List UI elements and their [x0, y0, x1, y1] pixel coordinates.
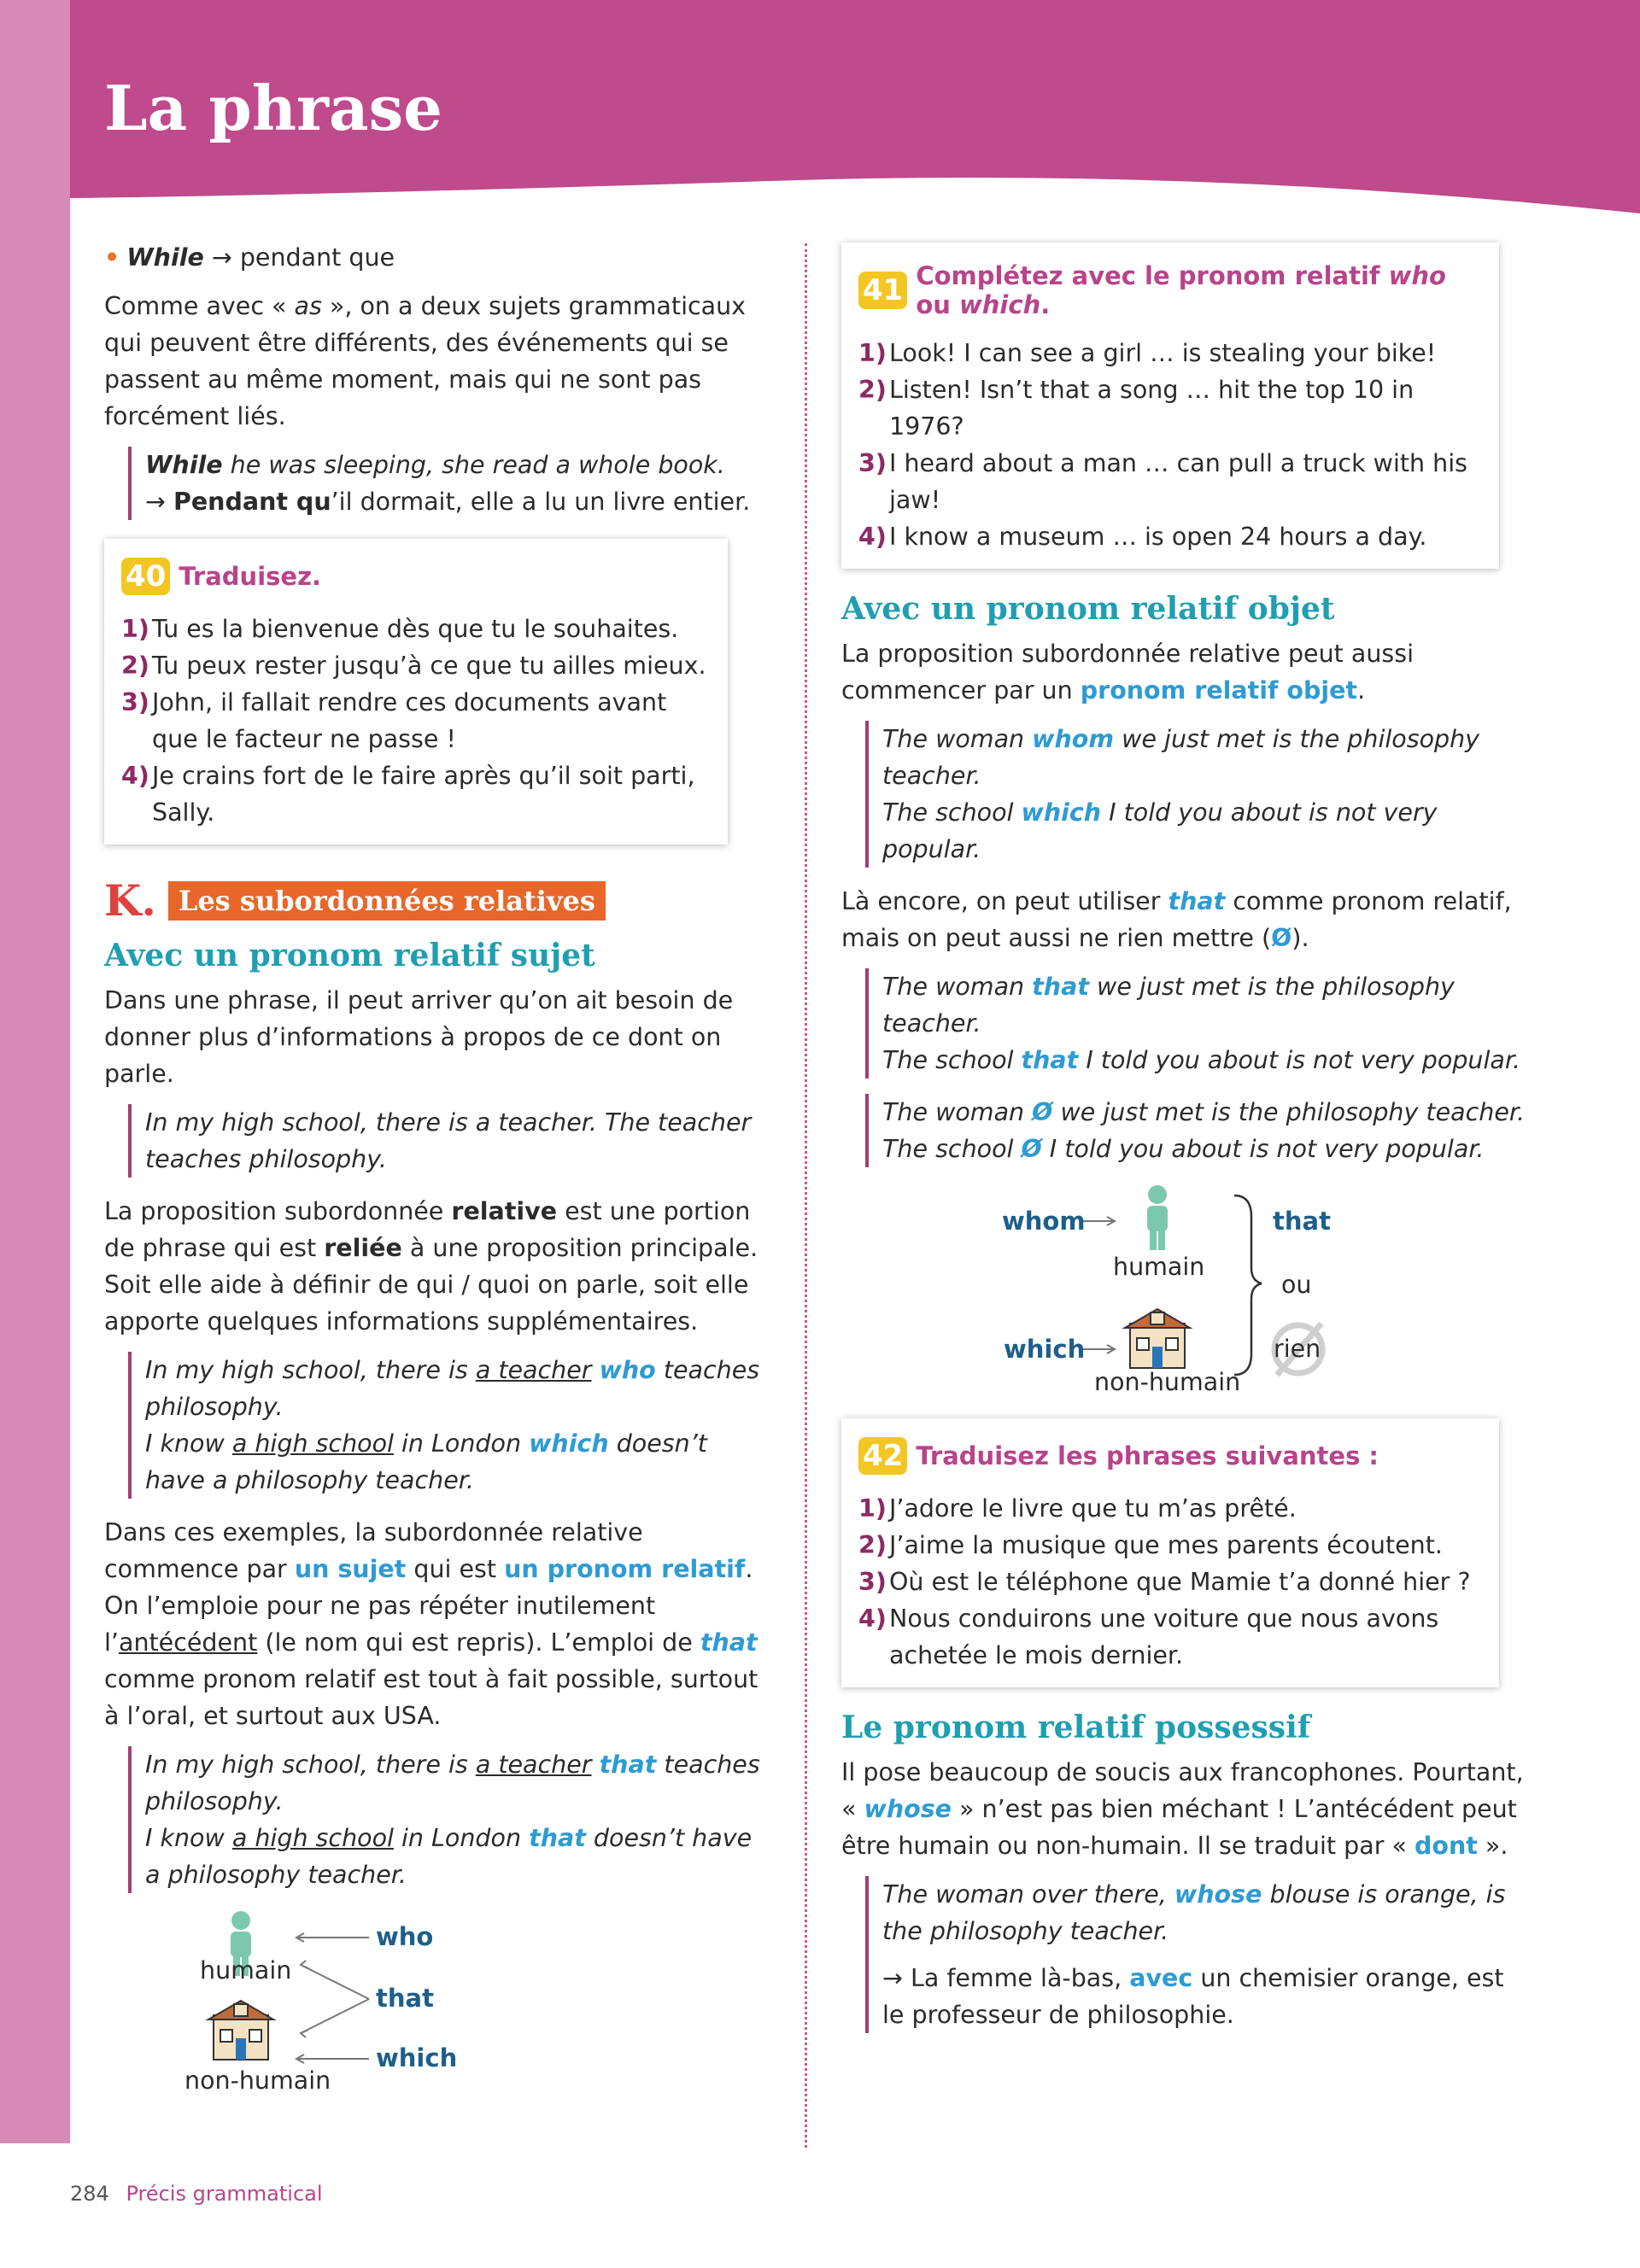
example-zero	[865, 1094, 1525, 1167]
text-run: .	[1040, 290, 1051, 319]
example-line	[882, 1131, 1525, 1167]
emphasis-text: reliée	[324, 1234, 402, 1262]
relative-explanation	[104, 1514, 766, 1734]
footer-section: Précis grammatical	[126, 2182, 323, 2206]
while-example: While he was sleeping, she read a whole book. → Pendant qu’il dormait, elle a lu un livre entier.	[128, 447, 766, 520]
text-run: », on a deux sujets grammaticaux qui peuvent être différents, des événements qui se passent au même moment, mais qui ne sont pas forcément liés.	[104, 292, 747, 430]
text-run: Il pose beaucoup de soucis aux francophones. Pourtant, «	[841, 1758, 1524, 1823]
nonhuman-label: non-humain	[184, 2066, 331, 2095]
text-run: I told you about is not very popular.	[1078, 1046, 1521, 1074]
emphasis-text: relative	[451, 1197, 558, 1225]
item-number: 2)	[858, 1531, 887, 1559]
exercise-item	[858, 371, 1482, 445]
possessive-pronoun-heading: Le pronom relatif possessif	[841, 1710, 1311, 1745]
emphasis-text: Ø	[1032, 1098, 1053, 1126]
item-number: 1)	[858, 1494, 887, 1523]
text-run: (le nom qui est repris). L’emploi de	[257, 1628, 700, 1657]
text-run: La proposition subordonnée	[104, 1197, 452, 1225]
section-title: Les subordonnées relatives	[168, 881, 606, 921]
text-run: comme pronom relatif, mais on peut aussi ne rien mettre (	[841, 887, 1512, 952]
text-run: est une portion de phrase qui est	[104, 1197, 751, 1262]
emphasis-text: whose	[1174, 1880, 1262, 1909]
text-run: ».	[1477, 1832, 1508, 1860]
text-run: In my high school, there is	[145, 1751, 476, 1779]
exercise-items	[858, 335, 1482, 555]
text-run	[592, 1751, 600, 1779]
object-intro	[841, 635, 1525, 709]
text-run: qui est	[406, 1555, 505, 1583]
page-footer	[70, 2182, 323, 2206]
side-strip	[0, 0, 70, 2143]
emphasis-text: that	[700, 1628, 758, 1657]
item-number: 4)	[858, 523, 887, 551]
emphasis-text: which	[1021, 798, 1102, 827]
text-run: I know	[145, 1824, 232, 1852]
text-run: In my high school, there is	[145, 1356, 476, 1384]
subject-pronoun-heading: Avec un pronom relatif sujet	[104, 938, 595, 973]
text-run: The school	[882, 1135, 1022, 1163]
exercise-item	[858, 1600, 1482, 1674]
text-run: ).	[1292, 924, 1309, 952]
item-text: I know a museum … is open 24 hours a day.	[889, 523, 1427, 551]
item-number: 4)	[121, 762, 149, 790]
item-text: I heard about a man … can pull a truck with his jaw!	[889, 449, 1467, 514]
text-run: we just met is the philosophy teacher.	[882, 973, 1455, 1038]
emphasis-text: a high school	[231, 1824, 394, 1852]
emphasis-text: a high school	[231, 1429, 394, 1458]
possessive-intro	[841, 1754, 1525, 1864]
text-run: Comme avec «	[104, 292, 295, 320]
text-run: .	[1357, 676, 1366, 704]
text-run: un chemisier orange, est le professeur de philosophie.	[882, 1964, 1504, 2029]
emphasis-text: who	[599, 1356, 656, 1384]
exercise-item	[858, 335, 1482, 371]
text-run: Complétez avec le pronom relatif	[916, 261, 1389, 290]
example-that	[128, 1746, 766, 1893]
example-whom-which	[865, 721, 1525, 868]
text-run: The woman	[882, 1098, 1033, 1126]
emphasis-text: that	[1021, 1046, 1079, 1074]
emphasis-text: that	[529, 1824, 586, 1852]
which-keyword: which	[376, 2043, 458, 2072]
text-run: The woman	[882, 725, 1033, 753]
nothing-label: rien	[1274, 1335, 1321, 1363]
text-run: The school	[882, 798, 1022, 827]
text-run: we just met is the philosophy teacher.	[882, 725, 1480, 790]
human-label: humain	[200, 1956, 292, 1984]
or-label: ou	[1281, 1271, 1312, 1299]
exercise-number-badge: 41	[858, 272, 907, 309]
exercise-item	[858, 1490, 1482, 1527]
emphasis-text: which	[959, 290, 1041, 319]
item-text: Nous conduirons une voiture que nous avons achetée le mois dernier.	[889, 1605, 1439, 1669]
relative-definition	[104, 1193, 766, 1340]
example-line	[145, 1746, 766, 1820]
example-who-which	[128, 1352, 766, 1499]
right-column	[841, 239, 1525, 2049]
emphasis-text: Ø	[1021, 1135, 1042, 1163]
emphasis-text: avec	[1129, 1964, 1193, 1992]
text-run	[592, 1356, 600, 1384]
section-letter: K.	[104, 875, 156, 926]
page-title: La phrase	[104, 72, 442, 144]
left-column	[104, 239, 766, 2105]
item-text: Listen! Isn’t that a song … hit the top 10 in 1976?	[889, 376, 1414, 441]
which-keyword: which	[1004, 1335, 1086, 1364]
bullet-dot: •	[104, 243, 120, 272]
emphasis-text: Ø	[1271, 924, 1292, 952]
exercise-number-badge: 40	[121, 558, 170, 595]
nonhuman-label: non-humain	[1094, 1368, 1241, 1396]
text-run: → La femme là-bas,	[882, 1964, 1130, 1992]
who-keyword: who	[376, 1922, 434, 1951]
item-text: Tu es la bienvenue dès que tu le souhaites.	[152, 615, 679, 643]
text-run: teaches philosophy.	[145, 1751, 760, 1815]
example-line	[882, 1042, 1525, 1078]
exercise-item	[858, 518, 1482, 555]
item-number: 2)	[858, 376, 887, 404]
text-run: The woman	[882, 973, 1033, 1001]
item-number: 2)	[121, 652, 149, 680]
exercise-items	[121, 611, 711, 831]
exercise-41	[841, 243, 1499, 569]
exercise-item	[858, 1527, 1482, 1564]
example-line	[145, 1352, 766, 1425]
column-divider	[805, 243, 807, 2148]
item-text: Je crains fort de le faire après qu’il soit parti, Sally.	[152, 762, 695, 827]
text-run: Dans ces exemples, la subordonnée relative commence par	[104, 1518, 643, 1583]
text-run: . On l’emploie pour ne pas répéter inutilement l’	[104, 1555, 753, 1657]
item-text: Où est le téléphone que Mamie t’a donné hier ?	[889, 1568, 1471, 1596]
item-text: John, il fallait rendre ces documents avant que le facteur ne passe !	[152, 688, 667, 753]
item-number: 1)	[121, 615, 149, 643]
item-text: J’aime la musique que mes parents écoutent.	[889, 1531, 1443, 1559]
item-text: J’adore le livre que tu m’as prêté.	[889, 1494, 1297, 1523]
that-keyword: that	[376, 1984, 434, 2013]
text-run: doesn’t have a philosophy teacher.	[145, 1429, 707, 1494]
exercise-number-badge: 42	[858, 1437, 907, 1475]
text-run: The woman over there,	[882, 1880, 1174, 1909]
school-icon	[208, 2001, 273, 2060]
item-number: 1)	[858, 339, 887, 367]
emphasis-text: a teacher	[475, 1751, 592, 1779]
emphasis-text: pronom relatif objet	[1080, 676, 1358, 704]
emphasis-text: antécédent	[118, 1628, 258, 1657]
text-run: I told you about is not very popular.	[1041, 1135, 1485, 1163]
example-that-object	[865, 968, 1525, 1078]
text-run: comme pronom relatif est tout à fait possible, surtout à l’oral, et surtout aux USA.	[104, 1665, 758, 1730]
while-bullet: • While → pendant que	[104, 243, 395, 272]
object-pronoun-heading: Avec un pronom relatif objet	[841, 591, 1335, 627]
text-run: in London	[393, 1824, 530, 1852]
text-run: we just met is the philosophy teacher.	[1052, 1098, 1526, 1126]
emphasis-text: which	[529, 1429, 609, 1458]
emphasis-text: that	[1168, 887, 1226, 915]
text-run: à une proposition principale. Soit elle aide à définir de qui / quoi on parle, soit elle apporte quelques informations supplémentaires.	[104, 1234, 758, 1336]
exercise-title: Traduisez les phrases suivantes :	[916, 1441, 1379, 1470]
emphasis-text: whose	[864, 1795, 952, 1823]
emphasis-text: dont	[1414, 1832, 1478, 1860]
text-run: teaches philosophy.	[145, 1356, 760, 1421]
exercise-42	[841, 1418, 1499, 1687]
text-run: Là encore, on peut utiliser	[841, 887, 1168, 915]
emphasis-text: un sujet	[294, 1555, 407, 1583]
text-run: ou	[916, 290, 959, 319]
section-heading-k	[104, 875, 766, 926]
exercise-title	[916, 261, 1482, 319]
exercise-item	[121, 684, 711, 757]
item-number: 3)	[858, 449, 887, 477]
text-run: La proposition subordonnée relative peut aussi commencer par un	[841, 640, 1414, 704]
subject-intro: Dans une phrase, il peut arriver qu’on ait besoin de donner plus d’informations à propos de ce dont on parle.	[104, 986, 734, 1088]
page-number: 284	[70, 2182, 109, 2206]
that-keyword: that	[1273, 1207, 1331, 1236]
again-text	[841, 883, 1525, 956]
text-run: I told you about is not very popular.	[882, 798, 1438, 863]
item-number: 3)	[858, 1568, 887, 1596]
example-line	[882, 794, 1525, 868]
exercise-item	[121, 611, 711, 647]
emphasis-text: who	[1388, 261, 1446, 290]
text-run: blouse is orange, is the philosophy teacher.	[882, 1880, 1506, 1945]
emphasis-text: that	[1032, 973, 1089, 1001]
exercise-item	[121, 757, 711, 831]
text-run: doesn’t have a philosophy teacher.	[145, 1824, 753, 1889]
exercise-items	[858, 1490, 1482, 1674]
item-text: Look! I can see a girl … is stealing your bike!	[889, 339, 1437, 367]
item-text: Tu peux rester jusqu’à ce que tu ailles mieux.	[152, 652, 706, 680]
emphasis-text: whom	[1032, 725, 1115, 753]
text-run: I know	[145, 1429, 232, 1458]
object-pronoun-diagram	[1002, 1183, 1542, 1396]
exercise-40	[104, 539, 728, 845]
whom-keyword: whom	[1002, 1207, 1086, 1236]
example-line	[145, 1820, 766, 1893]
exercise-item	[858, 1564, 1482, 1600]
exercise-item	[121, 647, 711, 684]
school-icon	[1125, 1309, 1190, 1368]
example-line	[882, 968, 1525, 1042]
item-number: 4)	[858, 1605, 887, 1633]
example-line	[145, 1425, 766, 1499]
person-icon	[1147, 1185, 1168, 1250]
example-whose	[865, 1876, 1525, 2033]
subject-pronoun-diagram	[184, 1909, 668, 2105]
emphasis-text: a teacher	[475, 1356, 592, 1384]
emphasis-text: as	[294, 292, 322, 320]
exercise-title: Traduisez.	[179, 562, 321, 591]
while-intro	[104, 288, 766, 435]
example-line	[882, 721, 1525, 794]
example-teacher: In my high school, there is a teacher. The teacher teaches philosophy.	[128, 1104, 766, 1178]
example-line	[882, 1094, 1525, 1131]
text-run: » n’est pas bien méchant ! L’antécédent peut être humain ou non-humain. Il se traduit par «	[841, 1795, 1517, 1860]
item-number: 3)	[121, 688, 149, 716]
exercise-item	[858, 445, 1482, 518]
emphasis-text: un pronom relatif	[504, 1555, 746, 1583]
human-label: humain	[1113, 1253, 1205, 1281]
text-run: The school	[882, 1046, 1022, 1074]
text-run: in London	[393, 1429, 530, 1458]
emphasis-text: that	[599, 1751, 657, 1779]
